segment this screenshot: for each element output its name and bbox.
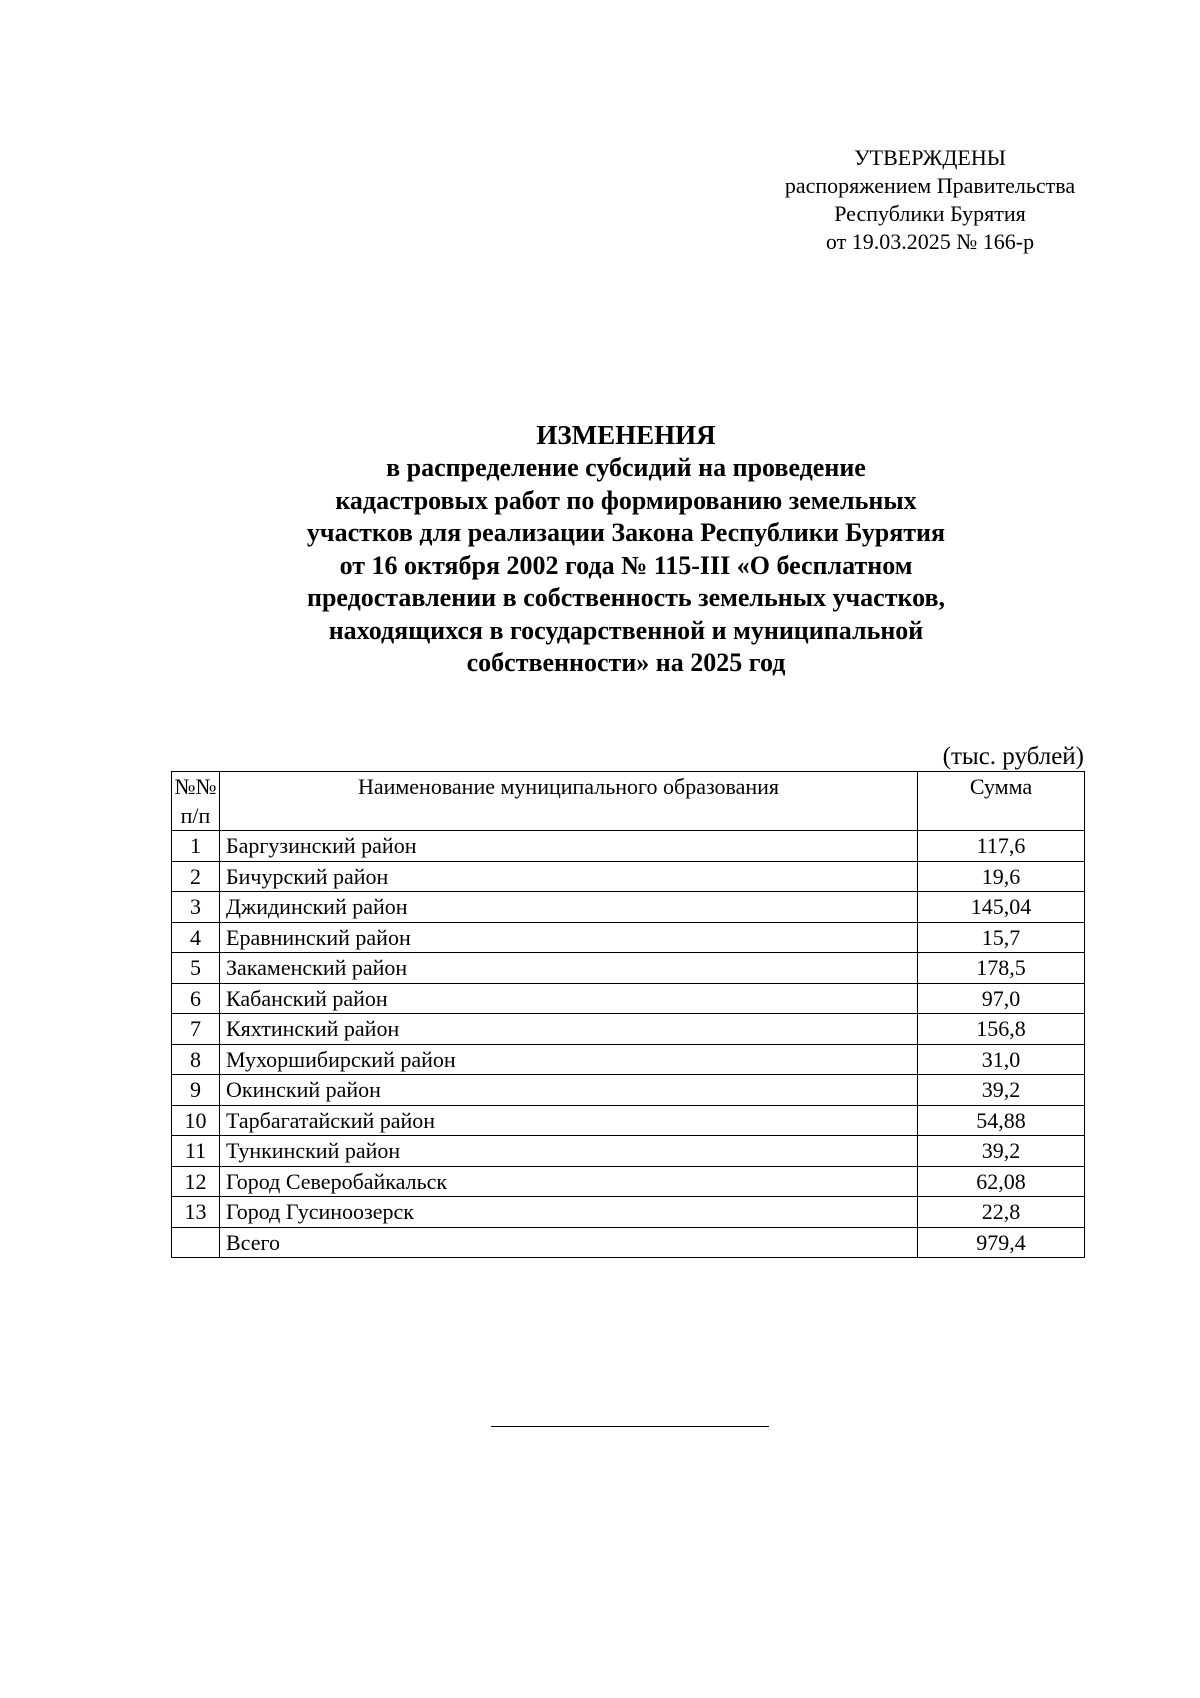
- header-name: Наименование муниципального образования: [220, 772, 918, 831]
- approval-date-number: от 19.03.2025 № 166-р: [825, 229, 1035, 254]
- signature-divider: [491, 1426, 769, 1427]
- table-row: [172, 831, 1085, 862]
- total-name: Всего: [220, 1227, 918, 1258]
- row-number: 10: [172, 1105, 220, 1136]
- row-sum: 19,6: [918, 861, 1085, 892]
- row-sum: 97,0: [918, 983, 1085, 1014]
- row-sum: 31,0: [918, 1044, 1085, 1075]
- approval-authority: распоряжением Правительства: [784, 173, 1076, 198]
- row-name: Мухоршибирский район: [220, 1044, 918, 1075]
- row-sum: 62,08: [918, 1166, 1085, 1197]
- row-number: 7: [172, 1014, 220, 1045]
- row-name: Кабанский район: [220, 983, 918, 1014]
- row-number: 13: [172, 1197, 220, 1228]
- row-name: Город Северобайкальск: [220, 1166, 918, 1197]
- row-sum: 39,2: [918, 1136, 1085, 1167]
- table-header-row: [172, 772, 1085, 831]
- table-row: [172, 1044, 1085, 1075]
- table-row: [172, 892, 1085, 923]
- table-row: [172, 1014, 1085, 1045]
- row-number: 2: [172, 861, 220, 892]
- title-line: участков для реализации Закона Республики Бурятия: [306, 518, 946, 547]
- header-number-line2: п/п: [180, 803, 211, 828]
- total-sum: 979,4: [918, 1227, 1085, 1258]
- table-row: [172, 1197, 1085, 1228]
- row-name: Джидинский район: [220, 892, 918, 923]
- row-sum: 178,5: [918, 953, 1085, 984]
- row-name: Тункинский район: [220, 1136, 918, 1167]
- row-name: Кяхтинский район: [220, 1014, 918, 1045]
- table-body: [172, 831, 1085, 1258]
- row-name: Закаменский район: [220, 953, 918, 984]
- table-row: [172, 953, 1085, 984]
- row-sum: 117,6: [918, 831, 1085, 862]
- table-row: [172, 1166, 1085, 1197]
- title-line: в распределение субсидий на проведение: [386, 453, 866, 482]
- row-name: Бичурский район: [220, 861, 918, 892]
- row-name: Окинский район: [220, 1075, 918, 1106]
- title-line: предоставлении в собственность земельных участков,: [306, 583, 946, 612]
- row-number: 5: [172, 953, 220, 984]
- title-line: от 16 октября 2002 года № 115-III «О бесплатном: [339, 550, 913, 580]
- row-sum: 15,7: [918, 922, 1085, 953]
- approval-stamp: [740, 144, 1120, 256]
- units-label: (тыс. рублей): [942, 743, 1084, 770]
- row-number: 4: [172, 922, 220, 953]
- header-sum: Сумма: [918, 772, 1085, 831]
- table-row: [172, 922, 1085, 953]
- table-row: [172, 1105, 1085, 1136]
- row-sum: 156,8: [918, 1014, 1085, 1045]
- row-number: 6: [172, 983, 220, 1014]
- row-number: 3: [172, 892, 220, 923]
- total-num: [172, 1227, 220, 1258]
- approval-status: УТВЕРЖДЕНЫ: [854, 145, 1006, 170]
- table-row: [172, 1075, 1085, 1106]
- row-sum: 145,04: [918, 892, 1085, 923]
- title-line: находящихся в государственной и муниципальной: [328, 615, 924, 645]
- header-number: [172, 772, 220, 831]
- approval-republic: Республики Бурятия: [834, 201, 1026, 226]
- row-sum: 22,8: [918, 1197, 1085, 1228]
- row-name: Еравнинский район: [220, 922, 918, 953]
- row-number: 11: [172, 1136, 220, 1167]
- row-sum: 54,88: [918, 1105, 1085, 1136]
- row-number: 9: [172, 1075, 220, 1106]
- row-name: Баргузинский район: [220, 831, 918, 862]
- row-number: 12: [172, 1166, 220, 1197]
- title-heading: ИЗМЕНЕНИЯ: [536, 420, 716, 450]
- total-row: [172, 1227, 1085, 1258]
- table-row: [172, 861, 1085, 892]
- row-name: Город Гусиноозерск: [220, 1197, 918, 1228]
- row-number: 1: [172, 831, 220, 862]
- document-title: [170, 418, 1082, 680]
- table-row: [172, 983, 1085, 1014]
- title-line: кадастровых работ по формированию земельных: [335, 485, 917, 515]
- title-line: собственности» на 2025 год: [466, 648, 786, 677]
- header-number-line1: №№: [174, 774, 217, 799]
- row-sum: 39,2: [918, 1075, 1085, 1106]
- row-number: 8: [172, 1044, 220, 1075]
- subsidy-table: [171, 771, 1085, 1258]
- table-row: [172, 1136, 1085, 1167]
- row-name: Тарбагатайский район: [220, 1105, 918, 1136]
